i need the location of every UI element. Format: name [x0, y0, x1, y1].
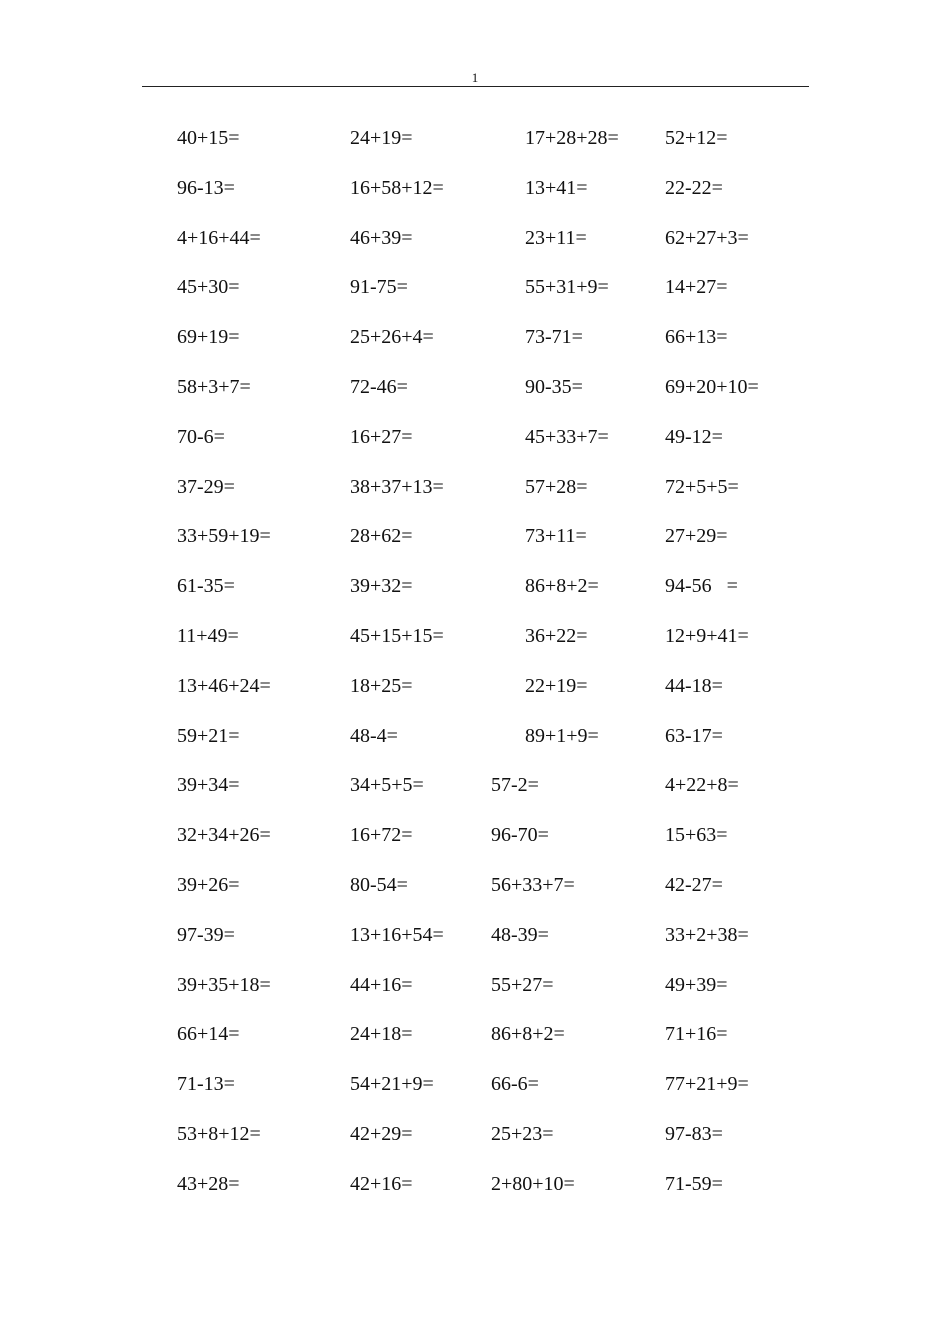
math-problem: 69+19=: [177, 326, 240, 349]
math-problem: 94-56 =: [665, 575, 738, 598]
math-problem: 71+16=: [665, 1023, 728, 1046]
math-problem: 2+80+10=: [491, 1172, 575, 1195]
math-problem: 55+31+9=: [525, 276, 609, 299]
math-problem: 54+21+9=: [350, 1073, 434, 1096]
math-problem: 73-71=: [525, 326, 583, 349]
math-problem: 25+23=: [491, 1123, 554, 1145]
math-problem: 23+11=: [525, 226, 587, 249]
math-problem: 66-6=: [491, 1073, 539, 1096]
math-problem: 66+13=: [665, 326, 728, 349]
math-problem: 36+22=: [525, 625, 588, 647]
math-problem: 45+30=: [177, 276, 240, 299]
math-problem: 33+59+19=: [177, 525, 271, 548]
math-problem: 13+16+54=: [350, 923, 444, 946]
math-problem: 34+5+5=: [350, 774, 424, 797]
math-problem: 62+27+3=: [665, 226, 749, 249]
math-problem: 97-83=: [665, 1123, 723, 1145]
math-problem: 69+20+10=: [665, 376, 759, 398]
math-problem: 96-70=: [491, 824, 549, 847]
math-problem: 14+27=: [665, 276, 728, 299]
math-problem: 46+39=: [350, 226, 413, 249]
math-problem: 40+15=: [177, 127, 240, 149]
math-problem: 48-39=: [491, 923, 549, 946]
math-problem: 66+14=: [177, 1023, 240, 1046]
math-problem: 27+29=: [665, 525, 728, 548]
math-problem: 57-2=: [491, 774, 539, 797]
math-problem: 44+16=: [350, 973, 413, 996]
math-problem: 91-75=: [350, 276, 408, 299]
math-problem: 28+62=: [350, 525, 413, 548]
math-problem: 32+34+26=: [177, 824, 271, 847]
page-number: 1: [471, 70, 479, 85]
math-problem: 22+19=: [525, 674, 588, 697]
math-problem: 16+58+12=: [350, 176, 444, 199]
math-problem: 80-54=: [350, 874, 408, 896]
math-problem: 58+3+7=: [177, 376, 251, 398]
math-problem: 90-35=: [525, 376, 583, 398]
math-problem: 22-22=: [665, 176, 723, 199]
header-rule: [142, 86, 809, 87]
math-problem: 73+11=: [525, 525, 587, 548]
math-problem: 39+32=: [350, 575, 413, 598]
math-problem: 12+9+41=: [665, 625, 749, 647]
math-problem: 89+1+9=: [525, 724, 599, 747]
math-problem: 16+72=: [350, 824, 413, 847]
math-problem: 17+28+28=: [525, 127, 619, 149]
math-problem: 38+37+13=: [350, 475, 444, 498]
math-problem: 33+2+38=: [665, 923, 749, 946]
math-problem: 86+8+2=: [525, 575, 599, 598]
math-problem: 4+22+8=: [665, 774, 739, 797]
math-problem: 77+21+9=: [665, 1073, 749, 1096]
math-problem: 18+25=: [350, 674, 413, 697]
math-problem: 25+26+4=: [350, 326, 434, 349]
math-problem: 45+15+15=: [350, 625, 444, 647]
math-problem: 39+35+18=: [177, 973, 271, 996]
math-problem: 49-12=: [665, 425, 723, 448]
math-problem: 48-4=: [350, 724, 398, 747]
math-problem: 24+18=: [350, 1023, 413, 1046]
math-problem: 96-13=: [177, 176, 235, 199]
math-problem: 39+26=: [177, 874, 240, 896]
math-problem: 71-13=: [177, 1073, 235, 1096]
math-problem: 53+8+12=: [177, 1123, 261, 1145]
math-problem: 11+49=: [177, 625, 239, 647]
math-problem: 86+8+2=: [491, 1023, 565, 1046]
math-problem: 42-27=: [665, 874, 723, 896]
math-problem: 42+16=: [350, 1172, 413, 1195]
math-problem: 59+21=: [177, 724, 240, 747]
math-problem: 45+33+7=: [525, 425, 609, 448]
math-problem: 13+41=: [525, 176, 588, 199]
math-problem: 57+28=: [525, 475, 588, 498]
math-problem: 44-18=: [665, 674, 723, 697]
math-problem: 13+46+24=: [177, 674, 271, 697]
math-problem: 42+29=: [350, 1123, 413, 1145]
math-problem: 37-29=: [177, 475, 235, 498]
math-problem: 39+34=: [177, 774, 240, 797]
math-problem: 49+39=: [665, 973, 728, 996]
math-problem: 61-35=: [177, 575, 235, 598]
math-problem: 52+12=: [665, 127, 728, 149]
math-problem: 16+27=: [350, 425, 413, 448]
math-problem: 97-39=: [177, 923, 235, 946]
math-problem: 63-17=: [665, 724, 723, 747]
math-problem: 71-59=: [665, 1172, 723, 1195]
math-problem: 15+63=: [665, 824, 728, 847]
math-problem: 24+19=: [350, 127, 413, 149]
math-problem: 56+33+7=: [491, 874, 575, 896]
math-problem: 72+5+5=: [665, 475, 739, 498]
math-problem: 70-6=: [177, 425, 225, 448]
math-problem: 55+27=: [491, 973, 554, 996]
math-problem: 43+28=: [177, 1172, 240, 1195]
math-problem: 72-46=: [350, 376, 408, 398]
math-problem: 4+16+44=: [177, 226, 261, 249]
